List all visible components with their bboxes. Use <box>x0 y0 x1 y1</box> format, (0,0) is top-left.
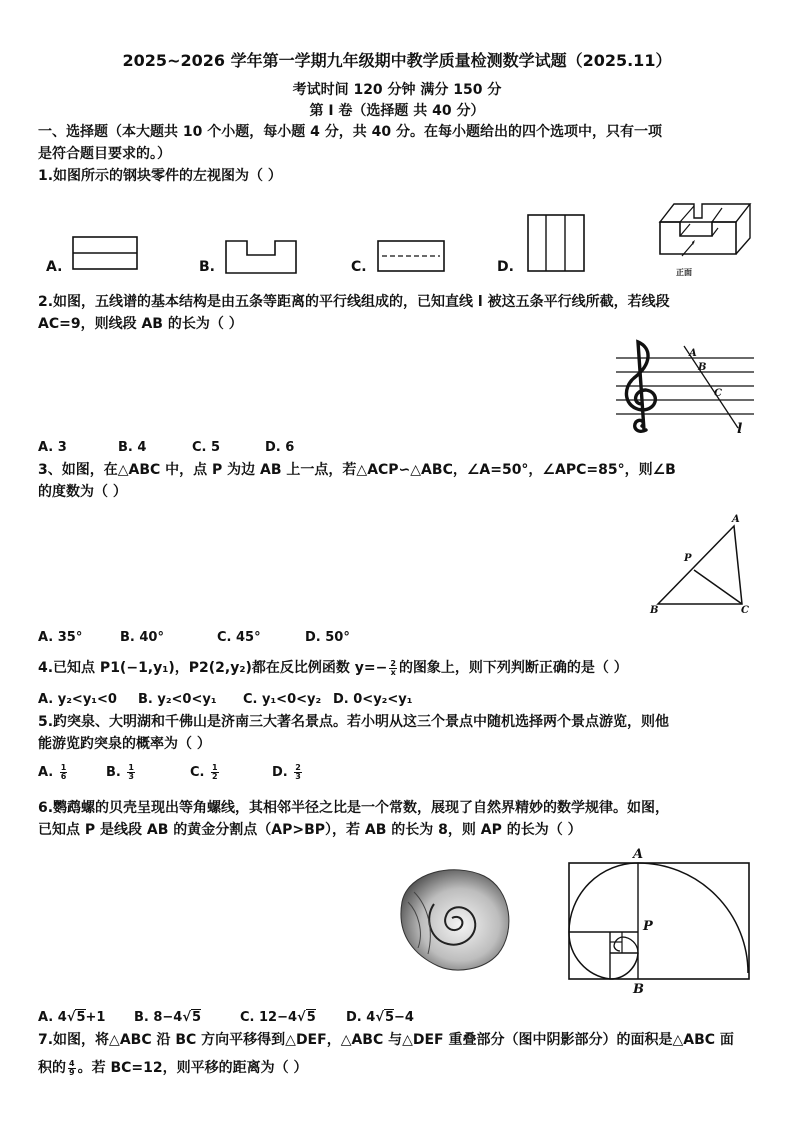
q5-option-a-label: A. <box>38 765 54 780</box>
q4-stem-post: 的图象上，则下列判断正确的是（ ） <box>398 660 628 676</box>
q6-golden-spiral-figure <box>568 862 750 982</box>
exam-info: 考试时间 120 分钟 满分 150 分 <box>292 82 502 98</box>
q7-frac-num: 4 <box>69 1058 75 1068</box>
q1-front-label: 正面 <box>676 268 692 277</box>
q6-option-a-label: A. 4 <box>38 1010 67 1025</box>
q5-option-b <box>106 764 137 781</box>
q6-option-c-radicand: 5 <box>306 1010 316 1025</box>
q3-option-b: B. 40° <box>120 630 164 645</box>
q3-option-d: D. 50° <box>305 630 350 645</box>
q2-option-d: D. 6 <box>265 440 295 455</box>
q5-option-d-den: 3 <box>295 772 301 781</box>
q5-option-c-label: C. <box>190 765 205 780</box>
q5-option-c-frac <box>211 764 219 781</box>
volume-heading: 第 Ⅰ 卷（选择题 共 40 分） <box>309 103 485 119</box>
q7-stem-post: 。若 BC=12，则平移的距离为（ ） <box>77 1060 308 1076</box>
q5-option-a-num: 1 <box>60 763 67 772</box>
q5-option-b-frac <box>127 764 135 781</box>
q7-fraction <box>68 1060 76 1077</box>
q3-label-p: P <box>684 553 692 564</box>
q1-view-c <box>377 240 445 272</box>
q4-option-b: B. y₂<0<y₁ <box>138 692 217 707</box>
q4-fraction <box>389 660 397 677</box>
q2-stem-line1: 2.如图，五线谱的基本结构是由五条等距离的平行线组成的，已知直线 l 被这五条平行线所截，若线段 <box>38 294 670 310</box>
q6-option-d-label: D. 4 <box>346 1010 376 1025</box>
q2-option-b: B. 4 <box>118 440 147 455</box>
q6-nautilus-shell-image <box>394 862 516 974</box>
q5-option-c-den: 2 <box>212 772 218 781</box>
q1-view-d <box>527 214 585 272</box>
q7-stem-line1: 7.如图，将△ABC 沿 BC 方向平移得到△DEF，△ABC 与△DEF 重叠部分（图中阴影部分）的面积是△ABC 面 <box>38 1032 734 1048</box>
q2-label-a: A <box>689 348 697 359</box>
q7-stem-line2 <box>38 1058 307 1078</box>
q6-option-d-tail: −4 <box>394 1010 414 1025</box>
q5-stem-line2: 能游览趵突泉的概率为（ ） <box>38 736 211 752</box>
q5-option-a <box>38 764 69 781</box>
q4-stem-pre: 4.已知点 P1(−1,y₁)，P2(2,y₂)都在反比例函数 y=− <box>38 660 388 676</box>
q4-option-c: C. y₁<0<y₂ <box>243 692 322 707</box>
q4-frac-num: 2 <box>390 658 396 668</box>
q1-option-d: D. <box>497 259 514 275</box>
q3-option-a: A. 35° <box>38 630 83 645</box>
q5-option-d <box>272 764 304 781</box>
q1-view-b <box>225 240 297 274</box>
q3-label-b: B <box>650 605 659 616</box>
q6-option-a: A. 4√5+1 <box>38 1010 106 1025</box>
q6-option-b-label: B. 8−4 <box>134 1010 183 1025</box>
q3-label-c: C <box>741 605 749 616</box>
q5-option-d-num: 2 <box>295 763 301 772</box>
q5-option-b-den: 3 <box>128 772 134 781</box>
q6-stem-line2: 已知点 P 是线段 AB 的黄金分割点（AP>BP），若 AB 的长为 8，则 AP 的长为（ ） <box>38 822 582 838</box>
q5-option-c <box>190 764 221 781</box>
section-instructions-line1: 一、选择题（本大题共 10 个小题，每小题 4 分，共 40 分。在每小题给出的四个选项中，只有一项 <box>38 124 662 140</box>
q5-option-c-num: 1 <box>212 763 218 772</box>
q1-option-a: A. <box>46 259 63 275</box>
q6-option-d-radicand: 5 <box>384 1010 395 1025</box>
section-instructions-line2: 是符合题目要求的。） <box>38 146 171 162</box>
q4-frac-den: x <box>390 667 396 677</box>
q6-label-p: P <box>643 919 653 934</box>
q5-option-a-den: 6 <box>60 772 67 781</box>
q5-option-d-label: D. <box>272 765 288 780</box>
q3-stem-line1: 3、如图，在△ABC 中，点 P 为边 AB 上一点，若△ACP∽△ABC，∠A=50°，∠APC=85°，则∠B <box>38 462 676 478</box>
q2-staff-figure <box>608 334 768 440</box>
q5-option-a-frac <box>60 764 68 781</box>
q6-option-a-radicand: 5 <box>76 1010 86 1025</box>
q2-option-a: A. 3 <box>38 440 67 455</box>
q3-stem-line2: 的度数为（ ） <box>38 484 127 500</box>
q1-stem: 1.如图所示的钢块零件的左视图为（ ） <box>38 168 282 184</box>
q3-option-c: C. 45° <box>217 630 261 645</box>
q2-stem-line2: AC=9，则线段 AB 的长为（ ） <box>38 316 243 332</box>
q4-option-d: D. 0<y₂<y₁ <box>333 692 413 707</box>
q5-option-d-frac <box>294 764 302 781</box>
q7-stem-pre: 积的 <box>38 1060 66 1076</box>
q6-option-c: C. 12−4√5 <box>240 1010 316 1025</box>
q1-option-b: B. <box>199 259 215 275</box>
q5-option-b-label: B. <box>106 765 121 780</box>
page-title: 2025~2026 学年第一学期九年级期中教学质量检测数学试题（2025.11） <box>122 51 672 70</box>
q1-option-c: C. <box>351 259 367 275</box>
q6-label-a: A <box>633 847 644 862</box>
q7-frac-den: 9 <box>69 1067 75 1077</box>
q2-label-l: l <box>737 421 743 437</box>
q6-label-b: B <box>633 982 644 997</box>
q5-option-b-num: 1 <box>128 763 134 772</box>
q2-option-c: C. 5 <box>192 440 221 455</box>
q6-option-a-tail: +1 <box>85 1010 106 1025</box>
q6-option-c-label: C. 12−4 <box>240 1010 298 1025</box>
q4-option-a: A. y₂<y₁<0 <box>38 692 117 707</box>
q3-label-a: A <box>732 514 740 525</box>
q6-option-b-radicand: 5 <box>192 1010 202 1025</box>
q6-stem-line1: 6.鹦鹉螺的贝壳呈现出等角螺线，其相邻半径之比是一个常数，展现了自然界精妙的数学规律。如图， <box>38 800 670 816</box>
q1-view-a <box>72 236 138 272</box>
q2-label-c: C <box>714 388 722 399</box>
q6-option-b: B. 8−4√5 <box>134 1010 202 1025</box>
q5-stem-line1: 5.趵突泉、大明湖和千佛山是济南三大著名景点。若小明从这三个景点中随机选择两个景点游览，则他 <box>38 714 670 730</box>
q1-solid-part-figure <box>656 198 756 280</box>
q4-stem <box>38 658 628 678</box>
q6-option-d: D. 4√5−4 <box>346 1010 414 1025</box>
q2-label-b: B <box>698 362 707 373</box>
